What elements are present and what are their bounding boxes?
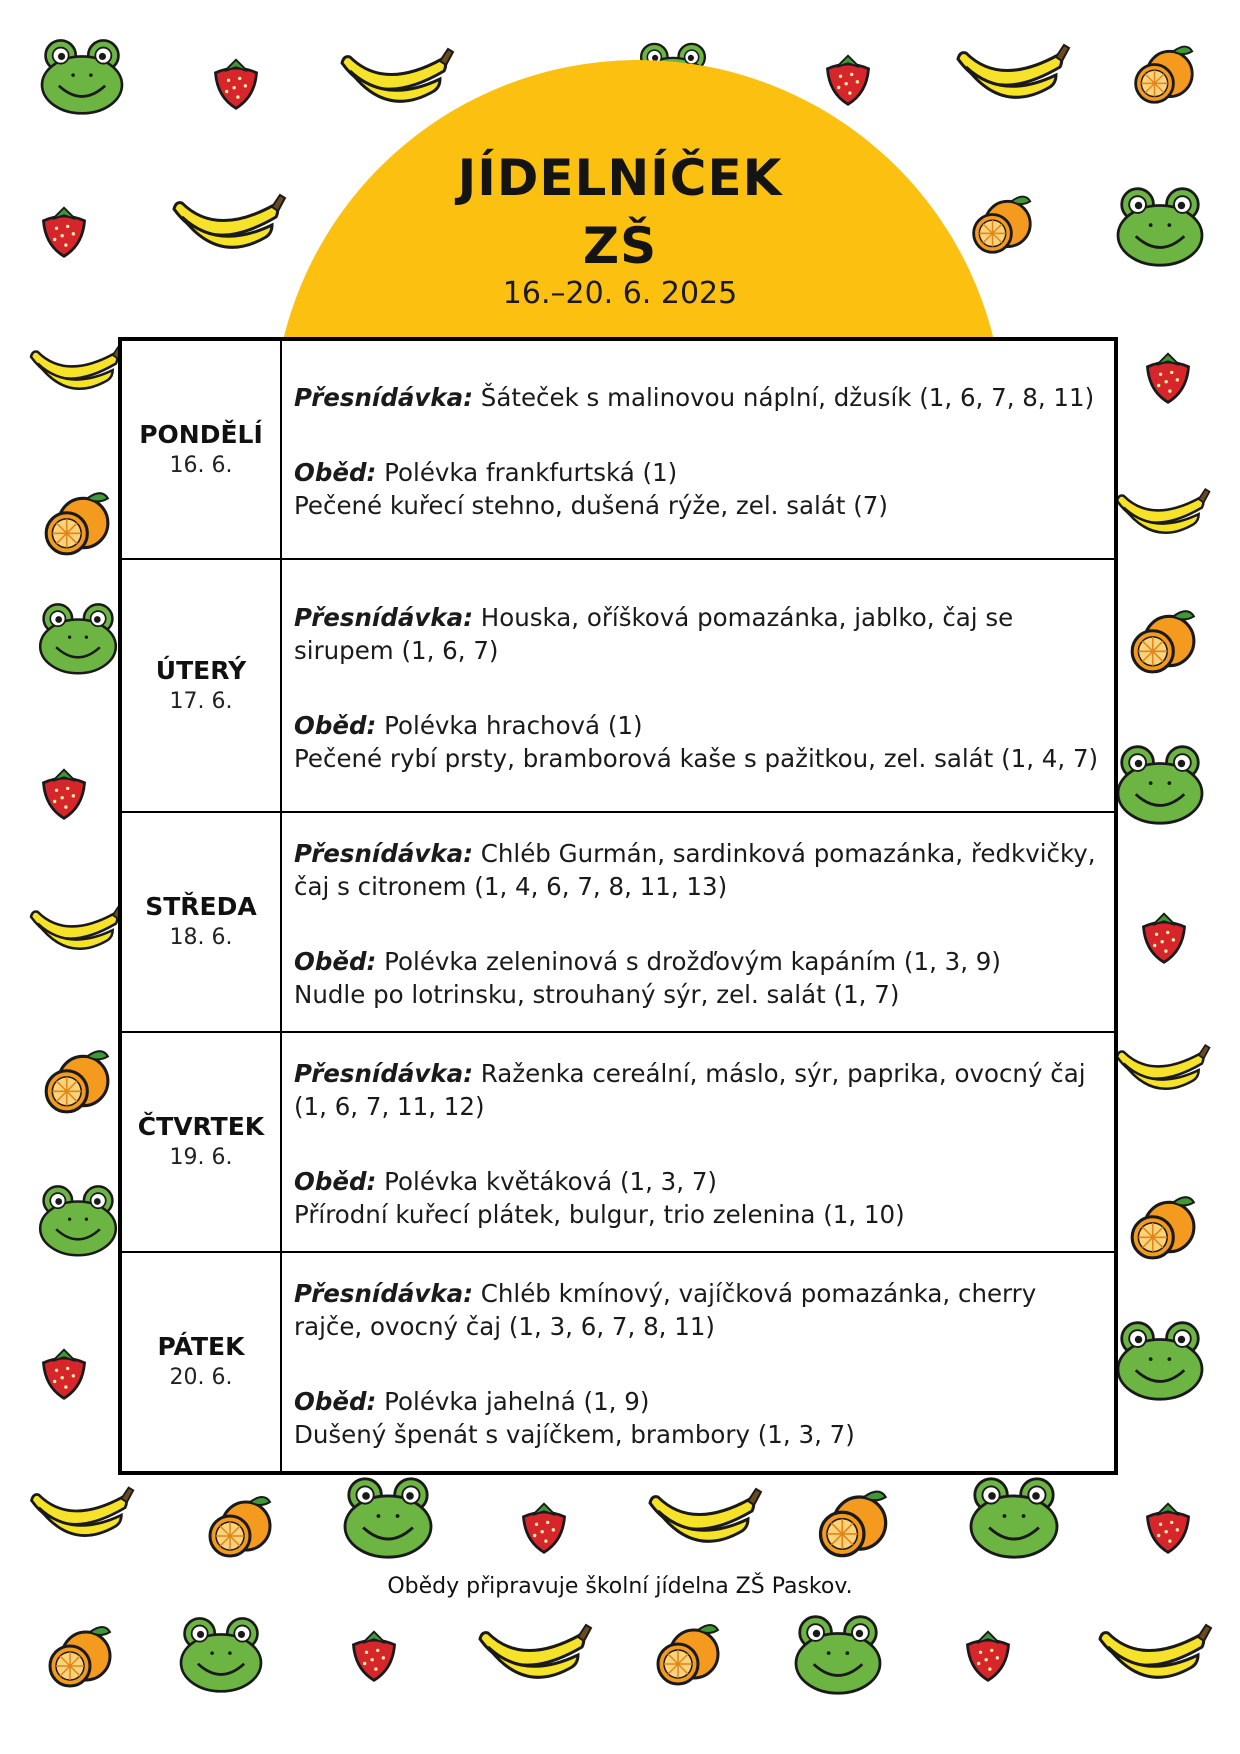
page-title-school: ZŠ [582, 217, 658, 275]
day-date: 16. 6. [169, 452, 233, 478]
day-row-tuesday [120, 559, 1116, 812]
snack-text: Šáteček s malinovou náplní, džusík (1, 6, 7, 8, 11) [480, 383, 1095, 412]
banana-icon [26, 1480, 136, 1552]
day-cell [120, 339, 281, 559]
frog-icon [790, 1612, 886, 1696]
frog-icon [36, 596, 120, 680]
strawberry-icon [1140, 350, 1196, 406]
banana-icon [644, 1484, 764, 1556]
snack-label: Přesnídávka: [294, 839, 473, 868]
banana-icon [26, 336, 126, 406]
banana-icon [1112, 480, 1212, 550]
strawberry-icon [36, 1346, 92, 1402]
orange-icon [40, 1044, 112, 1116]
snack-text: Houska, oříšková pomazánka, jablko, čaj se sirupem (1, 6, 7) [294, 602, 1014, 665]
day-date: 20. 6. [169, 1365, 233, 1390]
frog-icon [338, 1474, 438, 1560]
snack-label: Přesnídávka: [294, 1279, 473, 1308]
day-row-friday [120, 1252, 1116, 1473]
banana-icon [336, 44, 456, 116]
lunch-soup: Polévka hrachová (1) [384, 710, 643, 740]
frog-icon [964, 1474, 1064, 1560]
snack-text: Chléb Gurmán, sardinková pomazánka, ředkvičky, čaj s citronem (1, 4, 6, 7, 8, 11, 13) [294, 839, 1096, 901]
page-title: JÍDELNÍČEK [457, 149, 783, 207]
strawberry-icon [1136, 910, 1192, 966]
orange-icon [1130, 40, 1196, 106]
meal-cell [281, 339, 1116, 559]
day-row-monday [120, 339, 1116, 559]
date-range: 16.–20. 6. 2025 [502, 276, 738, 311]
day-name: PÁTEK [157, 1332, 245, 1361]
day-cell [120, 559, 281, 812]
banana-icon [952, 40, 1072, 112]
orange-icon [204, 1490, 274, 1560]
menu-table [118, 337, 1118, 1475]
day-cell [120, 1032, 281, 1252]
frog-icon [36, 1178, 120, 1262]
strawberry-icon [960, 1628, 1016, 1684]
day-name: ČTVRTEK [137, 1112, 265, 1141]
meal-cell [281, 1032, 1116, 1252]
lunch-main: Pečené rybí prsty, bramborová kaše s pažitkou, zel. salát (1, 4, 7) [294, 743, 1099, 773]
day-date: 19. 6. [169, 1145, 233, 1170]
banana-icon [1094, 1620, 1214, 1692]
meal-cell [281, 559, 1116, 812]
day-date: 17. 6. [169, 688, 233, 714]
frog-icon [1112, 1318, 1208, 1402]
lunch-soup: Polévka zeleninová s drožďovým kapáním (1, 3, 9) [384, 947, 1001, 976]
snack-label: Přesnídávka: [294, 602, 473, 632]
lunch-soup: Polévka jahelná (1, 9) [384, 1387, 650, 1416]
orange-icon [1126, 1190, 1198, 1262]
orange-icon [968, 190, 1034, 256]
frog-icon [1112, 184, 1208, 268]
banana-icon [168, 190, 288, 262]
banana-icon [1112, 1036, 1212, 1106]
snack-label: Přesnídávka: [294, 383, 473, 412]
snack-label: Přesnídávka: [294, 1059, 473, 1088]
day-cell [120, 1252, 281, 1473]
day-cell [120, 812, 281, 1032]
day-name: PONDĚLÍ [139, 419, 263, 449]
lunch-main: Dušený špenát s vajíčkem, brambory (1, 3, 7) [294, 1420, 855, 1449]
strawberry-icon [516, 1500, 572, 1556]
frog-icon [36, 36, 128, 116]
day-row-thursday [120, 1032, 1116, 1252]
footer-note: Obědy připravuje školní jídelna ZŠ Paskov. [387, 1574, 853, 1599]
snack-text: Chléb kmínový, vajíčková pomazánka, cherry rajče, ovocný čaj (1, 3, 6, 7, 8, 11) [294, 1279, 1037, 1341]
lunch-soup: Polévka květáková (1, 3, 7) [384, 1167, 717, 1196]
day-name: STŘEDA [145, 892, 257, 921]
meal-cell [281, 812, 1116, 1032]
lunch-main: Nudle po lotrinsku, strouhaný sýr, zel. salát (1, 7) [294, 980, 900, 1009]
lunch-label: Oběd: [294, 710, 377, 740]
frog-icon [176, 1614, 266, 1694]
lunch-main: Přírodní kuřecí plátek, bulgur, trio zelenina (1, 10) [294, 1200, 905, 1229]
lunch-label: Oběd: [294, 1167, 377, 1196]
strawberry-icon [1140, 1500, 1196, 1556]
lunch-label: Oběd: [294, 458, 377, 487]
lunch-label: Oběd: [294, 947, 377, 976]
snack-text: Raženka cereální, máslo, sýr, paprika, ovocný čaj (1, 6, 7, 11, 12) [294, 1059, 1086, 1121]
strawberry-icon [36, 204, 92, 260]
orange-icon [652, 1618, 722, 1688]
orange-icon [44, 1620, 114, 1690]
banana-icon [26, 896, 126, 966]
lunch-main: Pečené kuřecí stehno, dušená rýže, zel. salát (7) [294, 491, 888, 520]
orange-icon [1126, 604, 1198, 676]
day-name: ÚTERÝ [155, 655, 247, 685]
strawberry-icon [36, 766, 92, 822]
lunch-label: Oběd: [294, 1387, 377, 1416]
day-row-wednesday [120, 812, 1116, 1032]
strawberry-icon [208, 56, 264, 112]
lunch-soup: Polévka frankfurtská (1) [384, 458, 678, 487]
meal-cell [281, 1252, 1116, 1473]
orange-icon [814, 1484, 890, 1560]
strawberry-icon [820, 52, 876, 108]
strawberry-icon [346, 1628, 402, 1684]
frog-icon [1112, 742, 1208, 826]
banana-icon [474, 1620, 594, 1692]
orange-icon [40, 486, 112, 558]
day-date: 18. 6. [169, 925, 233, 950]
